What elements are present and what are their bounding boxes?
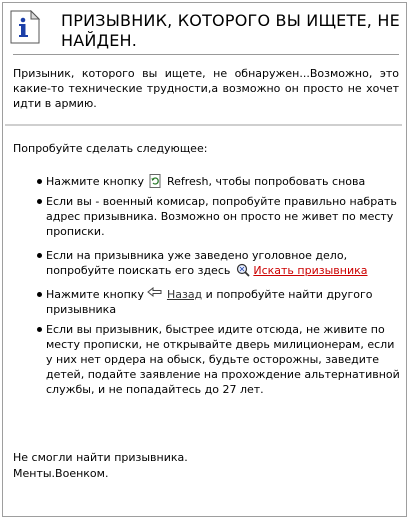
list-item: Если вы призывник, быстрее идите отсюда, не живите по месту прописки, не открывайте дверь милиционерам, если у них нет ордера на обыск, будьте осторожны, заведите детей, подайте заявление на прохождение альтернативной службы, и не попадайтесь до 27 лет. [46, 322, 402, 397]
section-divider [5, 124, 402, 126]
bullet [37, 327, 42, 332]
page-header [9, 10, 401, 54]
bullet [37, 199, 42, 204]
signature-line-1: Не смогли найти призывника. [13, 451, 188, 464]
bullet [37, 179, 42, 184]
list-item: Если вы - военный комисар, попробуйте правильно набрать адрес призывника. Возможно он просто не живет по месту прописки. [46, 194, 402, 239]
back-arrow-icon[interactable] [147, 287, 163, 301]
page-title: ПРИЗЫВНИК, КОТОРОГО ВЫ ИЩЕТЕ, НЕ НАЙДЕН. [61, 11, 400, 50]
back-link[interactable]: Назад [166, 288, 203, 301]
search-conscript-link[interactable]: Искать призывника [253, 264, 368, 277]
signature [13, 450, 188, 482]
search-icon[interactable] [234, 263, 250, 277]
signature-line-2: Менты.Военком. [13, 467, 109, 480]
list-item: Нажмите кнопку Refresh, чтобы попробовать снова [46, 174, 402, 189]
bullet [37, 292, 42, 297]
list-item: Если на призывника уже заведено уголовное дело, попробуйте поискать его здесь Искать призывника [46, 248, 402, 278]
info-icon [9, 10, 41, 44]
refresh-icon[interactable] [147, 174, 163, 188]
intro-text: Призыник, которого вы ищете, не обнаружен...Возможно, это какие-то технические трудности,а возможно он просто не хочет идти в армию. [13, 67, 399, 110]
list-item: Нажмите кнопку Назад и попробуйте найти другого призывника [46, 287, 402, 317]
header-divider [13, 54, 399, 55]
suggestions-heading: Попробуйте сделать следующее: [13, 142, 208, 155]
bullet [37, 253, 42, 258]
